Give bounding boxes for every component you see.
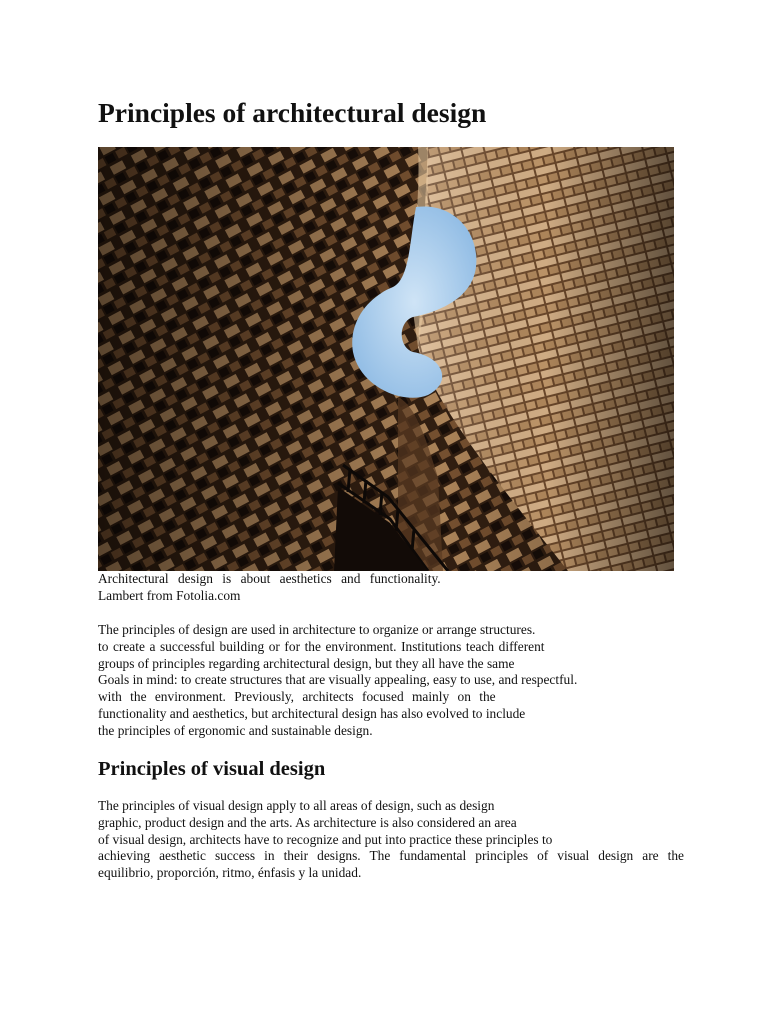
paragraph-line: The principles of design are used in architecture to organize or arrange structures.: [98, 622, 536, 637]
caption-line: Architectural design is about aesthetics and functionality.: [98, 571, 441, 586]
paragraph-architectural-design: [98, 622, 684, 740]
page-title: Principles of architectural design: [98, 97, 487, 128]
paragraph-visual-design: [98, 798, 684, 882]
paragraph-line: with the environment. Previously, architects focused mainly on the: [98, 689, 496, 705]
paragraph-line: the principles of ergonomic and sustainable design.: [98, 722, 373, 738]
architecture-photo: [98, 147, 674, 571]
paragraph-line: to create a successful building or for the environment. Institutions teach different: [98, 638, 545, 654]
paragraph-line: groups of principles regarding architectural design, but they all have the same: [98, 655, 515, 671]
figure-caption: [98, 571, 684, 605]
paragraph-line: of visual design, architects have to recognize and put into practice these principles to: [98, 831, 553, 847]
paragraph-line: achieving aesthetic success in their designs. The fundamental principles of visual design are the: [98, 848, 684, 864]
paragraph-line: equilibrio, proporción, ritmo, énfasis y la unidad.: [98, 865, 362, 881]
caption-credit: Lambert from Fotolia.com: [98, 587, 241, 603]
paragraph-line: graphic, product design and the arts. As architecture is also considered an area: [98, 814, 517, 830]
paragraph-line: The principles of visual design apply to all areas of design, such as design: [98, 798, 495, 813]
paragraph-line: Goals in mind: to create structures that are visually appealing, easy to use, and respectful.: [98, 672, 578, 688]
paragraph-line: functionality and aesthetics, but architectural design has also evolved to include: [98, 705, 526, 721]
section-heading: Principles of visual design: [98, 758, 326, 780]
